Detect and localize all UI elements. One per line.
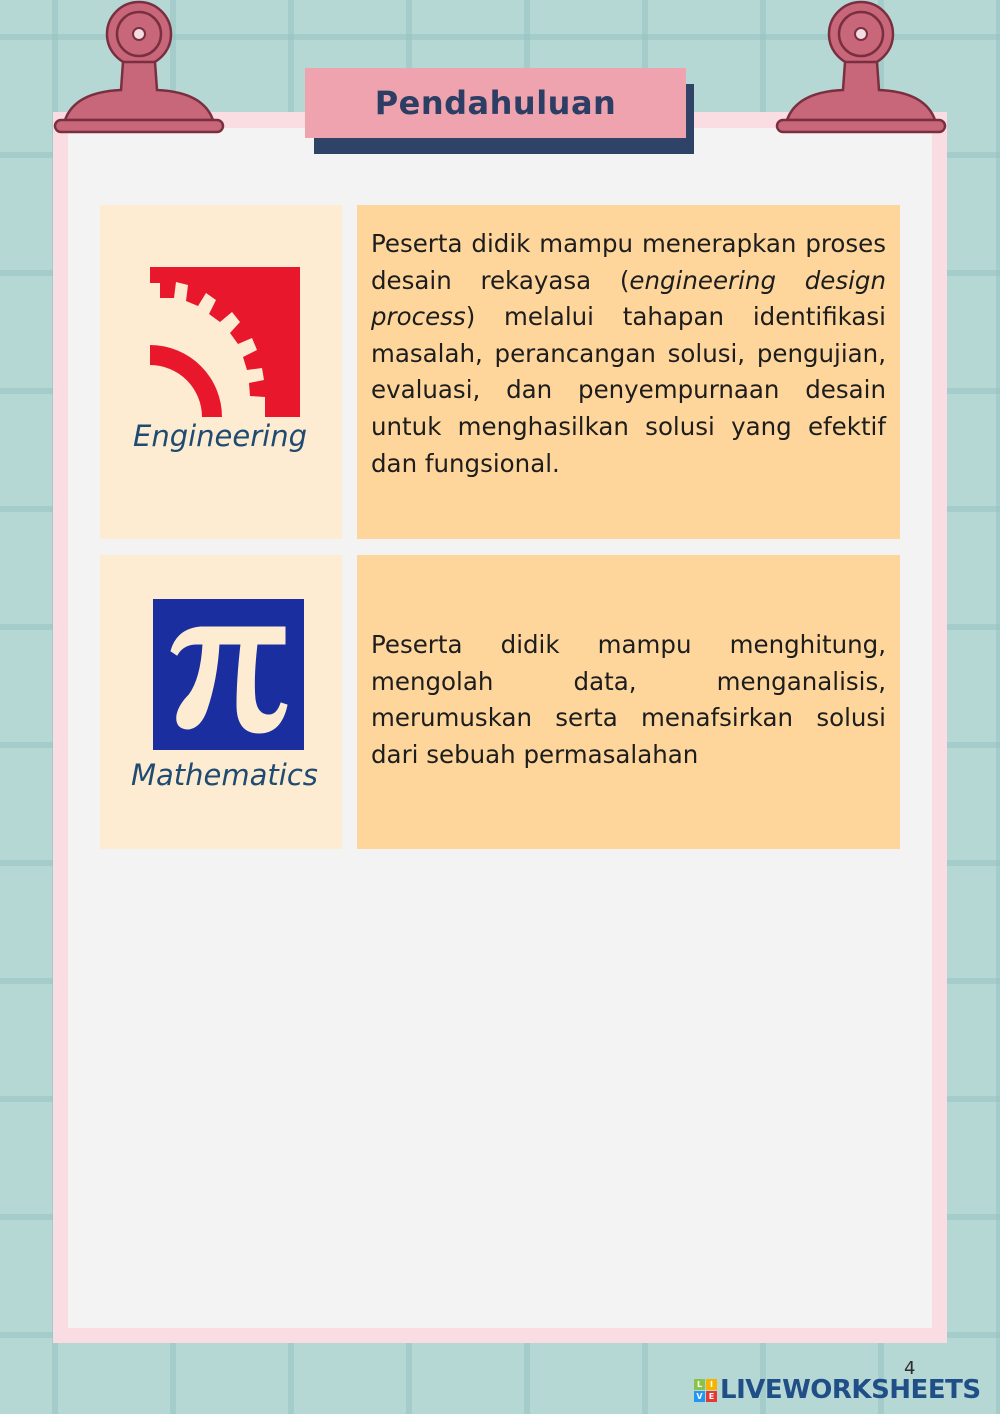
gear-icon [150, 267, 300, 417]
mark-letter: L [694, 1379, 705, 1390]
description-text: Peserta didik mampu menerapkan proses desain rekayasa ( [371, 229, 886, 295]
liveworksheets-logo [694, 1374, 981, 1406]
description-term: engineering design process [371, 265, 886, 332]
subject-label-engineering: Engineering [133, 419, 307, 453]
mathematics-description: Peserta didik mampu menghitung, mengolah data, menganalisis, merumuskan serta menafsirkan solusi dari sebuah permasalahan [371, 630, 886, 769]
mark-letter: I [706, 1379, 717, 1390]
page-title: Pendahuluan [374, 84, 617, 122]
description-text: ) melalui tahapan identifikasi masalah, perancangan solusi, pengujian, evaluasi, dan penyempurnaan desain untuk menghasilkan solusi yang efektif dan fungsional. [371, 302, 886, 478]
subject-label-mathematics: Mathematics [131, 758, 318, 792]
binder-clip-left-icon [53, 0, 225, 136]
mark-letter: E [706, 1391, 717, 1402]
title-banner [305, 68, 686, 138]
liveworksheets-brand: LIVEWORKSHEETS [720, 1375, 981, 1405]
liveworksheets-mark-icon [694, 1379, 717, 1402]
binder-clip-right-icon [775, 0, 947, 136]
engineering-description [371, 226, 886, 482]
pi-icon [153, 599, 304, 750]
page-number: 4 [904, 1358, 916, 1379]
mark-letter: V [694, 1391, 705, 1402]
